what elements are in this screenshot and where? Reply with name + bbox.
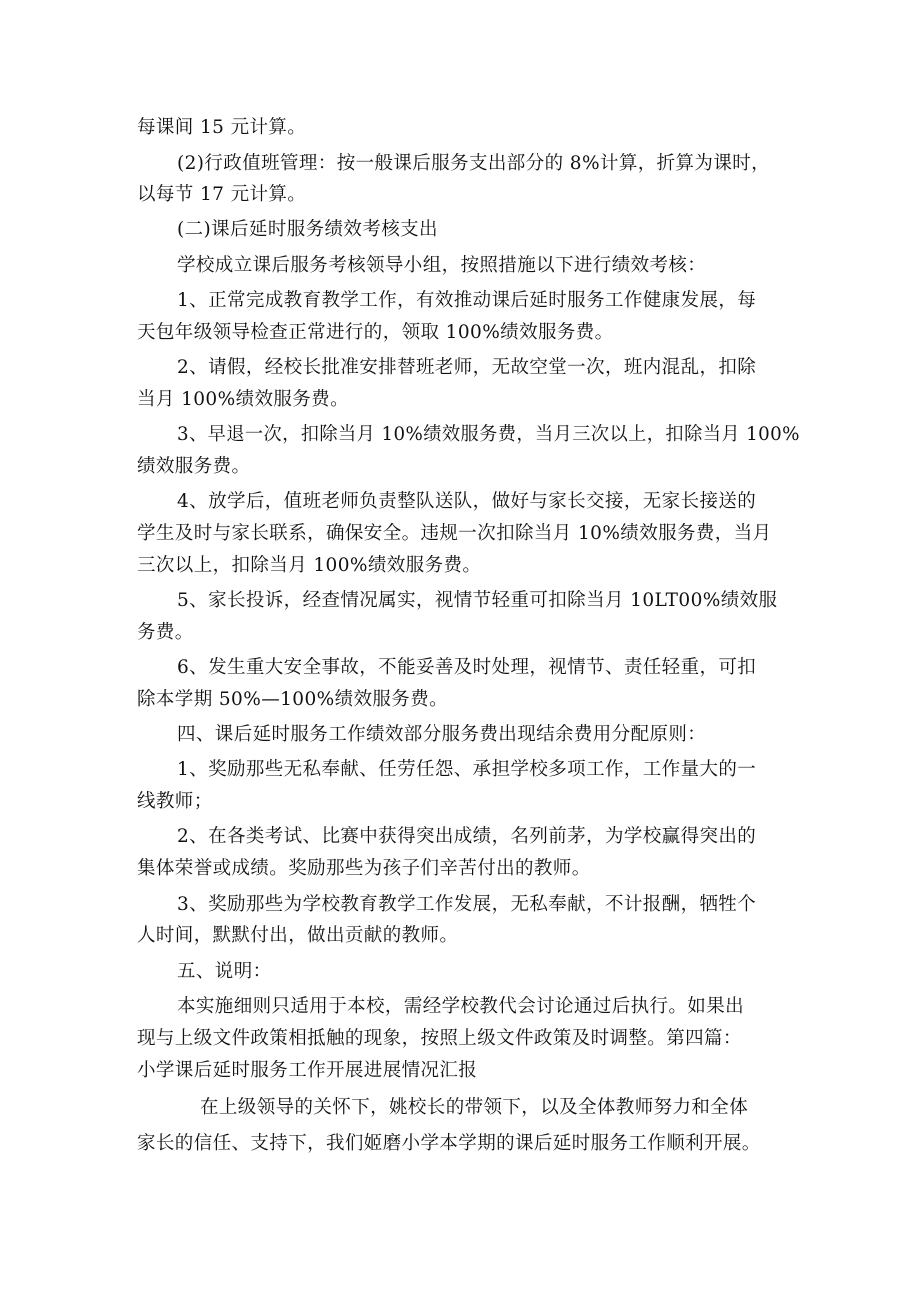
text-line: 在上级领导的关怀下，姚校长的带领下，以及全体教师努力和全体: [200, 1097, 749, 1118]
text-line: 本实施细则只适用于本校，需经学校教代会讨论通过后执行。如果出: [177, 996, 745, 1017]
text-line: 集体荣誉或成绩。奖励那些为孩子们辛苦付出的教师。: [137, 858, 591, 879]
text-line: 每课间 15 元计算。: [137, 117, 307, 138]
text-line: 三次以上，扣除当月 100%绩效服务费。: [137, 555, 482, 576]
section-heading: 五、说明：: [177, 961, 272, 982]
text-line: 家长的信任、支持下，我们姬磨小学本学期的课后延时服务工作顺利开展。: [137, 1133, 761, 1154]
text-line: 1、正常完成教育教学工作，有效推动课后延时服务工作健康发展，每: [177, 290, 757, 311]
text-line: 以每节 17 元计算。: [137, 184, 307, 205]
text-line: 3、早退一次，扣除当月 10%绩效服务费，当月三次以上，扣除当月 100%: [177, 424, 800, 445]
text-line: 人时间，默默付出，做出贡献的教师。: [137, 925, 459, 946]
text-line: 6、发生重大安全事故，不能妥善及时处理，视情节、责任轻重，可扣: [177, 657, 757, 678]
text-line: 除本学期 50%—100%绩效服务费。: [137, 689, 448, 710]
text-line: 务费。: [137, 622, 194, 643]
text-line: 2、请假，经校长批准安排替班老师，无故空堂一次，班内混乱，扣除: [177, 357, 757, 378]
text-line: 3、奖励那些为学校教育教学工作发展，无私奉献，不计报酬，牺牲个: [177, 894, 757, 915]
text-line: 当月 100%绩效服务费。: [137, 389, 349, 410]
text-line: 4、放学后，值班老师负责整队送队，做好与家长交接，无家长接送的: [177, 491, 757, 512]
text-line: (2)行政值班管理：按一般课后服务支出部分的 8%计算，折算为课时，: [177, 153, 771, 174]
text-line: 学生及时与家长联系，确保安全。违规一次扣除当月 10%绩效服务费，当月: [137, 523, 772, 544]
text-line: 5、家长投诉，经查情况属实，视情节轻重可扣除当月 10LT00%绩效服: [177, 590, 778, 611]
article-title: 小学课后延时服务工作开展进展情况汇报: [137, 1060, 478, 1081]
text-line: 现与上级文件政策相抵触的现象，按照上级文件政策及时调整。第四篇：: [137, 1028, 742, 1049]
text-line: 2、在各类考试、比赛中获得突出成绩，名列前茅，为学校赢得突出的: [177, 826, 757, 847]
text-line: 学校成立课后服务考核领导小组，按照措施以下进行绩效考核：: [177, 255, 707, 276]
text-line: 1、奖励那些无私奉献、任劳任怨、承担学校多项工作，工作量大的一: [177, 759, 757, 780]
section-heading: 四、课后延时服务工作绩效部分服务费出现结余费用分配原则：: [177, 724, 707, 745]
text-line: 天包年级领导检查正常进行的，领取 100%绩效服务费。: [137, 322, 614, 343]
text-line: 线教师；: [137, 791, 213, 812]
section-heading: (二)课后延时服务绩效考核支出: [177, 219, 438, 240]
text-line: 绩效服务费。: [137, 456, 251, 477]
